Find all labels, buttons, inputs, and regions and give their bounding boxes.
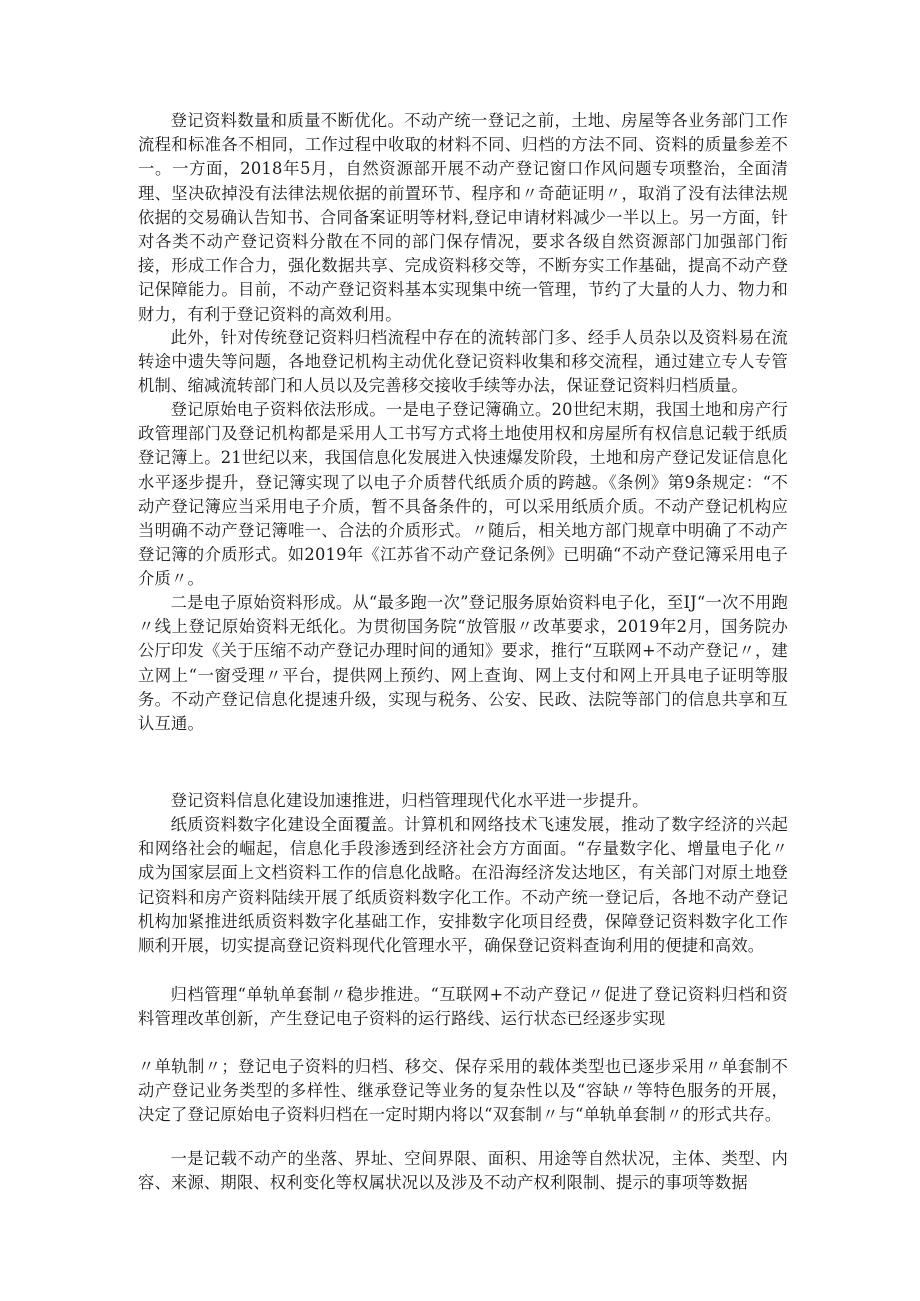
paragraph-single-track-archiving: 归档管理“单轨单套制〃稳步推进。“互联网+不动产登记〃促进了登记资料归档和资料管理改革创新，产生登记电子资料的运行路线、运行状态已经逐步实现 xyxy=(138,985,788,1029)
paragraph-paper-digitization: 纸质资料数字化建设全面覆盖。计算机和网络技术飞速发展，推动了数字经济的兴起和网络社会的崛起，信息化手段渗透到经济社会方方面面。“存量数字化、增量电子化〃成为国家层面上文档资料工作的信息化战略。在沿海经济发达地区，有关部门对原土地登记资料和房产资料陆续开展了纸质资料数字化工作。不动产统一登记后，各地不动产登记机构加紧推进纸质资料数字化基础工作，安排数字化项目经费，保障登记资料数字化工作顺利开展，切实提高登记资料现代化管理水平，确保登记资料查询利用的便捷和高效。 xyxy=(138,815,788,956)
paragraph-archiving-process: 此外，针对传统登记资料归档流程中存在的流转部门多、经手人员杂以及资料易在流转途中遗失等问题，各地登记机构主动优化登记资料收集和移交流程，通过建立专人专管机制、缩减流转部门和人员以及完善移交接收手续等办法，保证登记资料归档质量。 xyxy=(138,328,788,396)
paragraph-electronic-register: 登记原始电子资料依法形成。一是电子登记簿确立。20世纪末期，我国土地和房产行政管理部门及登记机构都是采用人工书写方式将土地使用权和房屋所有权信息记载于纸质登记簿上。21世纪以来，我国信息化发展进入快速爆发阶段，土地和房产登记发证信息化水平逐步提升，登记簿实现了以电子介质替代纸质介质的跨越。《条例》第9条规定：“不动产登记簿应当采用电子介质，暂不具备条件的，可以采用纸质介质。不动产登记机构应当明确不动产登记簿唯一、合法的介质形式。〃随后，相关地方部门规章中明确了不动产登记簿的介质形式。如2019年《江苏省不动产登记条例》已明确“不动产登记簿采用电子介质〃。 xyxy=(138,400,788,589)
paragraph-electronic-original-data: 二是电子原始资料形成。从“最多跑一次”登记服务原始资料电子化，至IJ“一次不用跑〃线上登记原始资料无纸化。为贯彻国务院“放管服〃改革要求，2019年2月，国务院办公厅印发《关于压缩不动产登记办理时间的通知》要求，推行“互联网+不动产登记〃，建立网上“一窗受理〃平台，提供网上预约、网上查询、网上支付和网上开具电子证明等服务。不动产登记信息化提速升级，实现与税务、公安、民政、法院等部门的信息共享和互认互通。 xyxy=(138,593,788,734)
section-heading-informatization: 登记资料信息化建设加速推进，归档管理现代化水平进一步提升。 xyxy=(170,791,649,810)
paragraph-registration-quality: 登记资料数量和质量不断优化。不动产统一登记之前，土地、房屋等各业务部门工作流程和标准各不相同，工作过程中收取的材料不同、归档的方法不同、资料的质量参差不一。一方面，2018年5月，自然资源部开展不动产登记窗口作风问题专项整治，全面清理、坚决砍掉没有法律法规依据的前置环节、程序和〃奇葩证明〃，取消了没有法律法规依据的交易确认告知书、合同备案证明等材料,登记申请材料减少一半以上。另一方面，针对各类不动产登记资料分散在不同的部门保存情况，要求各级自然资源部门加强部门衔接，形成工作合力，强化数据共享、完成资料移交等，不断夯实工作基础，提高不动产登记保障能力。目前，不动产登记资料基本实现集中统一管理，节约了大量的人力、物力和财力，有利于登记资料的高效利用。 xyxy=(138,111,788,324)
paragraph-single-track-continued: 〃单轨制〃；登记电子资料的归档、移交、保存采用的载体类型也已逐步采用〃单套制不动产登记业务类型的多样性、继承登记等业务的复杂性以及“容缺〃等特色服务的开展，决定了登记原始电子资料归档在一定时期内将以“双套制〃与“单轨单套制〃的形式共存。 xyxy=(138,1057,788,1125)
paragraph-natural-status-records: 一是记载不动产的坐落、界址、空间界限、面积、用途等自然状况，主体、类型、内容、来源、期限、权利变化等权属状况以及涉及不动产权利限制、提示的事项等数据 xyxy=(138,1149,788,1193)
